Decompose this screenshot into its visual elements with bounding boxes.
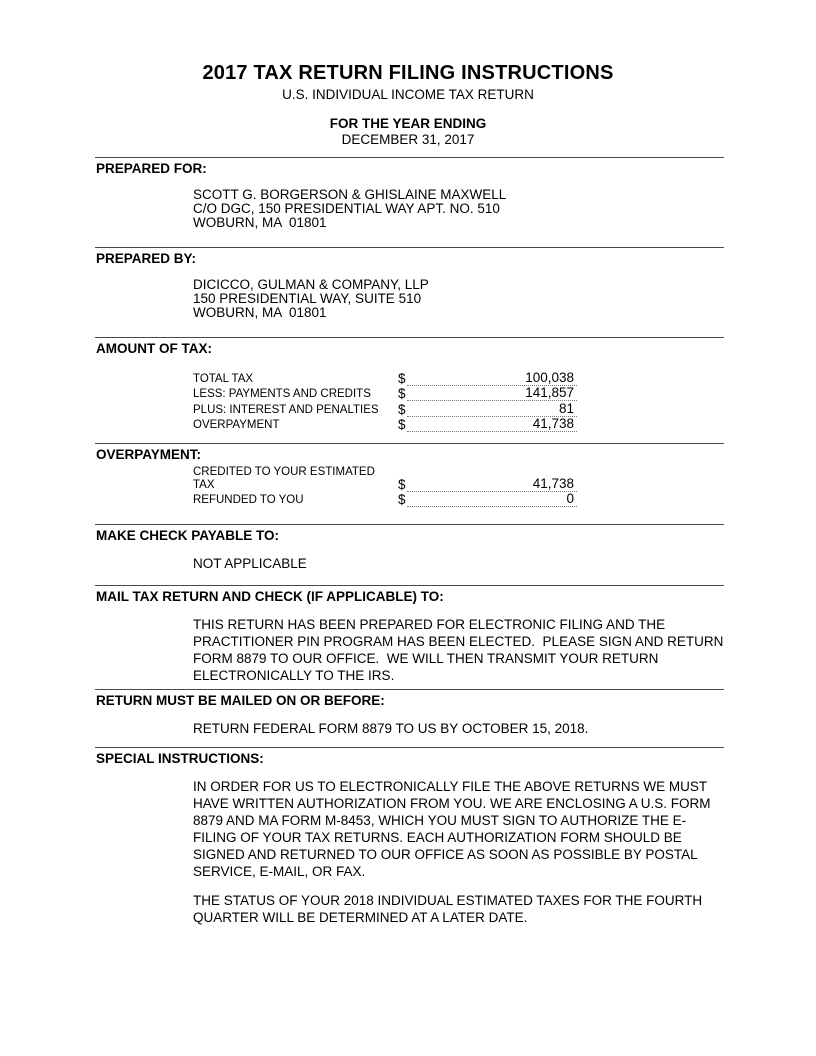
amount-label: OVERPAYMENT: [193, 419, 280, 431]
dollar-sign: $: [398, 476, 406, 492]
body-text-line: QUARTER WILL BE DETERMINED AT A LATER DATE.: [193, 910, 528, 925]
section-divider: [95, 443, 724, 444]
special-instructions-heading: SPECIAL INSTRUCTIONS:: [96, 751, 264, 766]
body-text-line: IN ORDER FOR US TO ELECTRONICALLY FILE THE ABOVE RETURNS WE MUST: [193, 779, 708, 794]
special-instructions-paragraph-1: [193, 778, 724, 880]
body-text-line: 8879 AND MA FORM M-8453, WHICH YOU MUST SIGN TO AUTHORIZE THE E-: [193, 813, 687, 828]
dollar-sign: $: [398, 417, 406, 432]
special-instructions-paragraph-2: [193, 892, 724, 926]
body-text-line: HAVE WRITTEN AUTHORIZATION FROM YOU. WE ARE ENCLOSING A U.S. FORM: [193, 796, 711, 811]
prepared-for-heading: PREPARED FOR:: [96, 161, 207, 176]
dollar-sign: $: [398, 386, 406, 401]
amount-label: REFUNDED TO YOU: [193, 494, 304, 506]
address-line: 150 PRESIDENTIAL WAY, SUITE 510: [193, 291, 422, 306]
body-text-line: SIGNED AND RETURNED TO OUR OFFICE AS SOON AS POSSIBLE BY POSTAL: [193, 847, 698, 862]
amount-label: PLUS: INTEREST AND PENALTIES: [193, 403, 379, 416]
return-mailed-by-heading: RETURN MUST BE MAILED ON OR BEFORE:: [96, 693, 385, 708]
address-line: WOBURN, MA 01801: [193, 305, 327, 320]
amount-value: 41,738: [407, 416, 577, 432]
amount-label: TOTAL TAX: [193, 372, 254, 385]
section-overpayment: [95, 443, 724, 507]
year-ending-date: DECEMBER 31, 2017: [341, 132, 475, 147]
section-return-mailed-by: [95, 689, 724, 737]
make-check-payable-body: [193, 555, 724, 572]
dollar-sign: $: [398, 370, 406, 386]
document-subtitle: U.S. INDIVIDUAL INCOME TAX RETURN: [282, 87, 534, 102]
document-header: [0, 61, 816, 148]
document-title: 2017 TAX RETURN FILING INSTRUCTIONS: [202, 62, 614, 84]
dollar-sign: $: [398, 492, 406, 507]
overpayment-heading: OVERPAYMENT:: [96, 447, 202, 462]
make-check-payable-heading: MAKE CHECK PAYABLE TO:: [96, 528, 280, 543]
section-make-check-payable: [95, 524, 724, 572]
dollar-sign: $: [398, 401, 406, 417]
amount-of-tax-heading: AMOUNT OF TAX:: [96, 341, 212, 356]
section-special-instructions: [95, 747, 724, 926]
amount-row: [193, 370, 724, 386]
amount-row: [193, 417, 724, 433]
section-divider: [95, 247, 724, 248]
body-text-line: PRACTITIONER PIN PROGRAM HAS BEEN ELECTED. PLEASE SIGN AND RETURN: [193, 634, 724, 649]
prepared-by-heading: PREPARED BY:: [96, 251, 197, 266]
address-line: WOBURN, MA 01801: [193, 215, 327, 230]
amount-value: 141,857: [407, 385, 577, 401]
section-divider: [95, 157, 724, 158]
amount-of-tax-table: [193, 370, 724, 432]
overpayment-table: [193, 465, 724, 507]
mail-tax-return-heading: MAIL TAX RETURN AND CHECK (IF APPLICABLE) TO:: [96, 589, 444, 604]
body-text-line: THE STATUS OF YOUR 2018 INDIVIDUAL ESTIMATED TAXES FOR THE FOURTH: [193, 893, 703, 908]
section-divider: [95, 337, 724, 338]
prepared-for-address: [193, 188, 724, 230]
address-line: SCOTT G. BORGERSON & GHISLAINE MAXWELL: [193, 187, 507, 202]
amount-value: 81: [407, 401, 577, 417]
section-amount-of-tax: [95, 337, 724, 432]
return-mailed-by-body: [193, 720, 724, 737]
section-prepared-for: [95, 157, 724, 230]
amount-row: [193, 465, 724, 492]
address-line: DICICCO, GULMAN & COMPANY, LLP: [193, 277, 429, 292]
amount-label: CREDITED TO YOUR ESTIMATED TAX: [193, 465, 378, 491]
body-text: NOT APPLICABLE: [193, 556, 307, 571]
special-instructions-body: [193, 778, 724, 926]
section-mail-tax-return: [95, 585, 724, 684]
amount-value: 41,738: [407, 476, 577, 492]
amount-value: 0: [407, 491, 577, 507]
amount-row: [193, 401, 724, 417]
amount-row: [193, 386, 724, 402]
body-text-line: SERVICE, E-MAIL, OR FAX.: [193, 864, 366, 879]
body-text-line: ELECTRONICALLY TO THE IRS.: [193, 668, 395, 683]
section-prepared-by: [95, 247, 724, 320]
amount-value: 100,038: [407, 370, 577, 386]
body-text-line: FILING OF YOUR TAX RETURNS. EACH AUTHORIZATION FORM SHOULD BE: [193, 830, 682, 845]
section-divider: [95, 585, 724, 586]
section-divider: [95, 689, 724, 690]
body-text: RETURN FEDERAL FORM 8879 TO US BY OCTOBER 15, 2018.: [193, 721, 589, 736]
year-ending-label: FOR THE YEAR ENDING: [329, 116, 487, 131]
amount-row: [193, 492, 724, 508]
body-text-line: THIS RETURN HAS BEEN PREPARED FOR ELECTRONIC FILING AND THE: [193, 617, 666, 632]
mail-tax-return-body: [193, 616, 724, 684]
prepared-by-address: [193, 278, 724, 320]
section-divider: [95, 524, 724, 525]
amount-label: LESS: PAYMENTS AND CREDITS: [193, 388, 371, 400]
address-line: C/O DGC, 150 PRESIDENTIAL WAY APT. NO. 510: [193, 201, 500, 216]
section-divider: [95, 747, 724, 748]
body-text-line: FORM 8879 TO OUR OFFICE. WE WILL THEN TRANSMIT YOUR RETURN: [193, 651, 659, 666]
